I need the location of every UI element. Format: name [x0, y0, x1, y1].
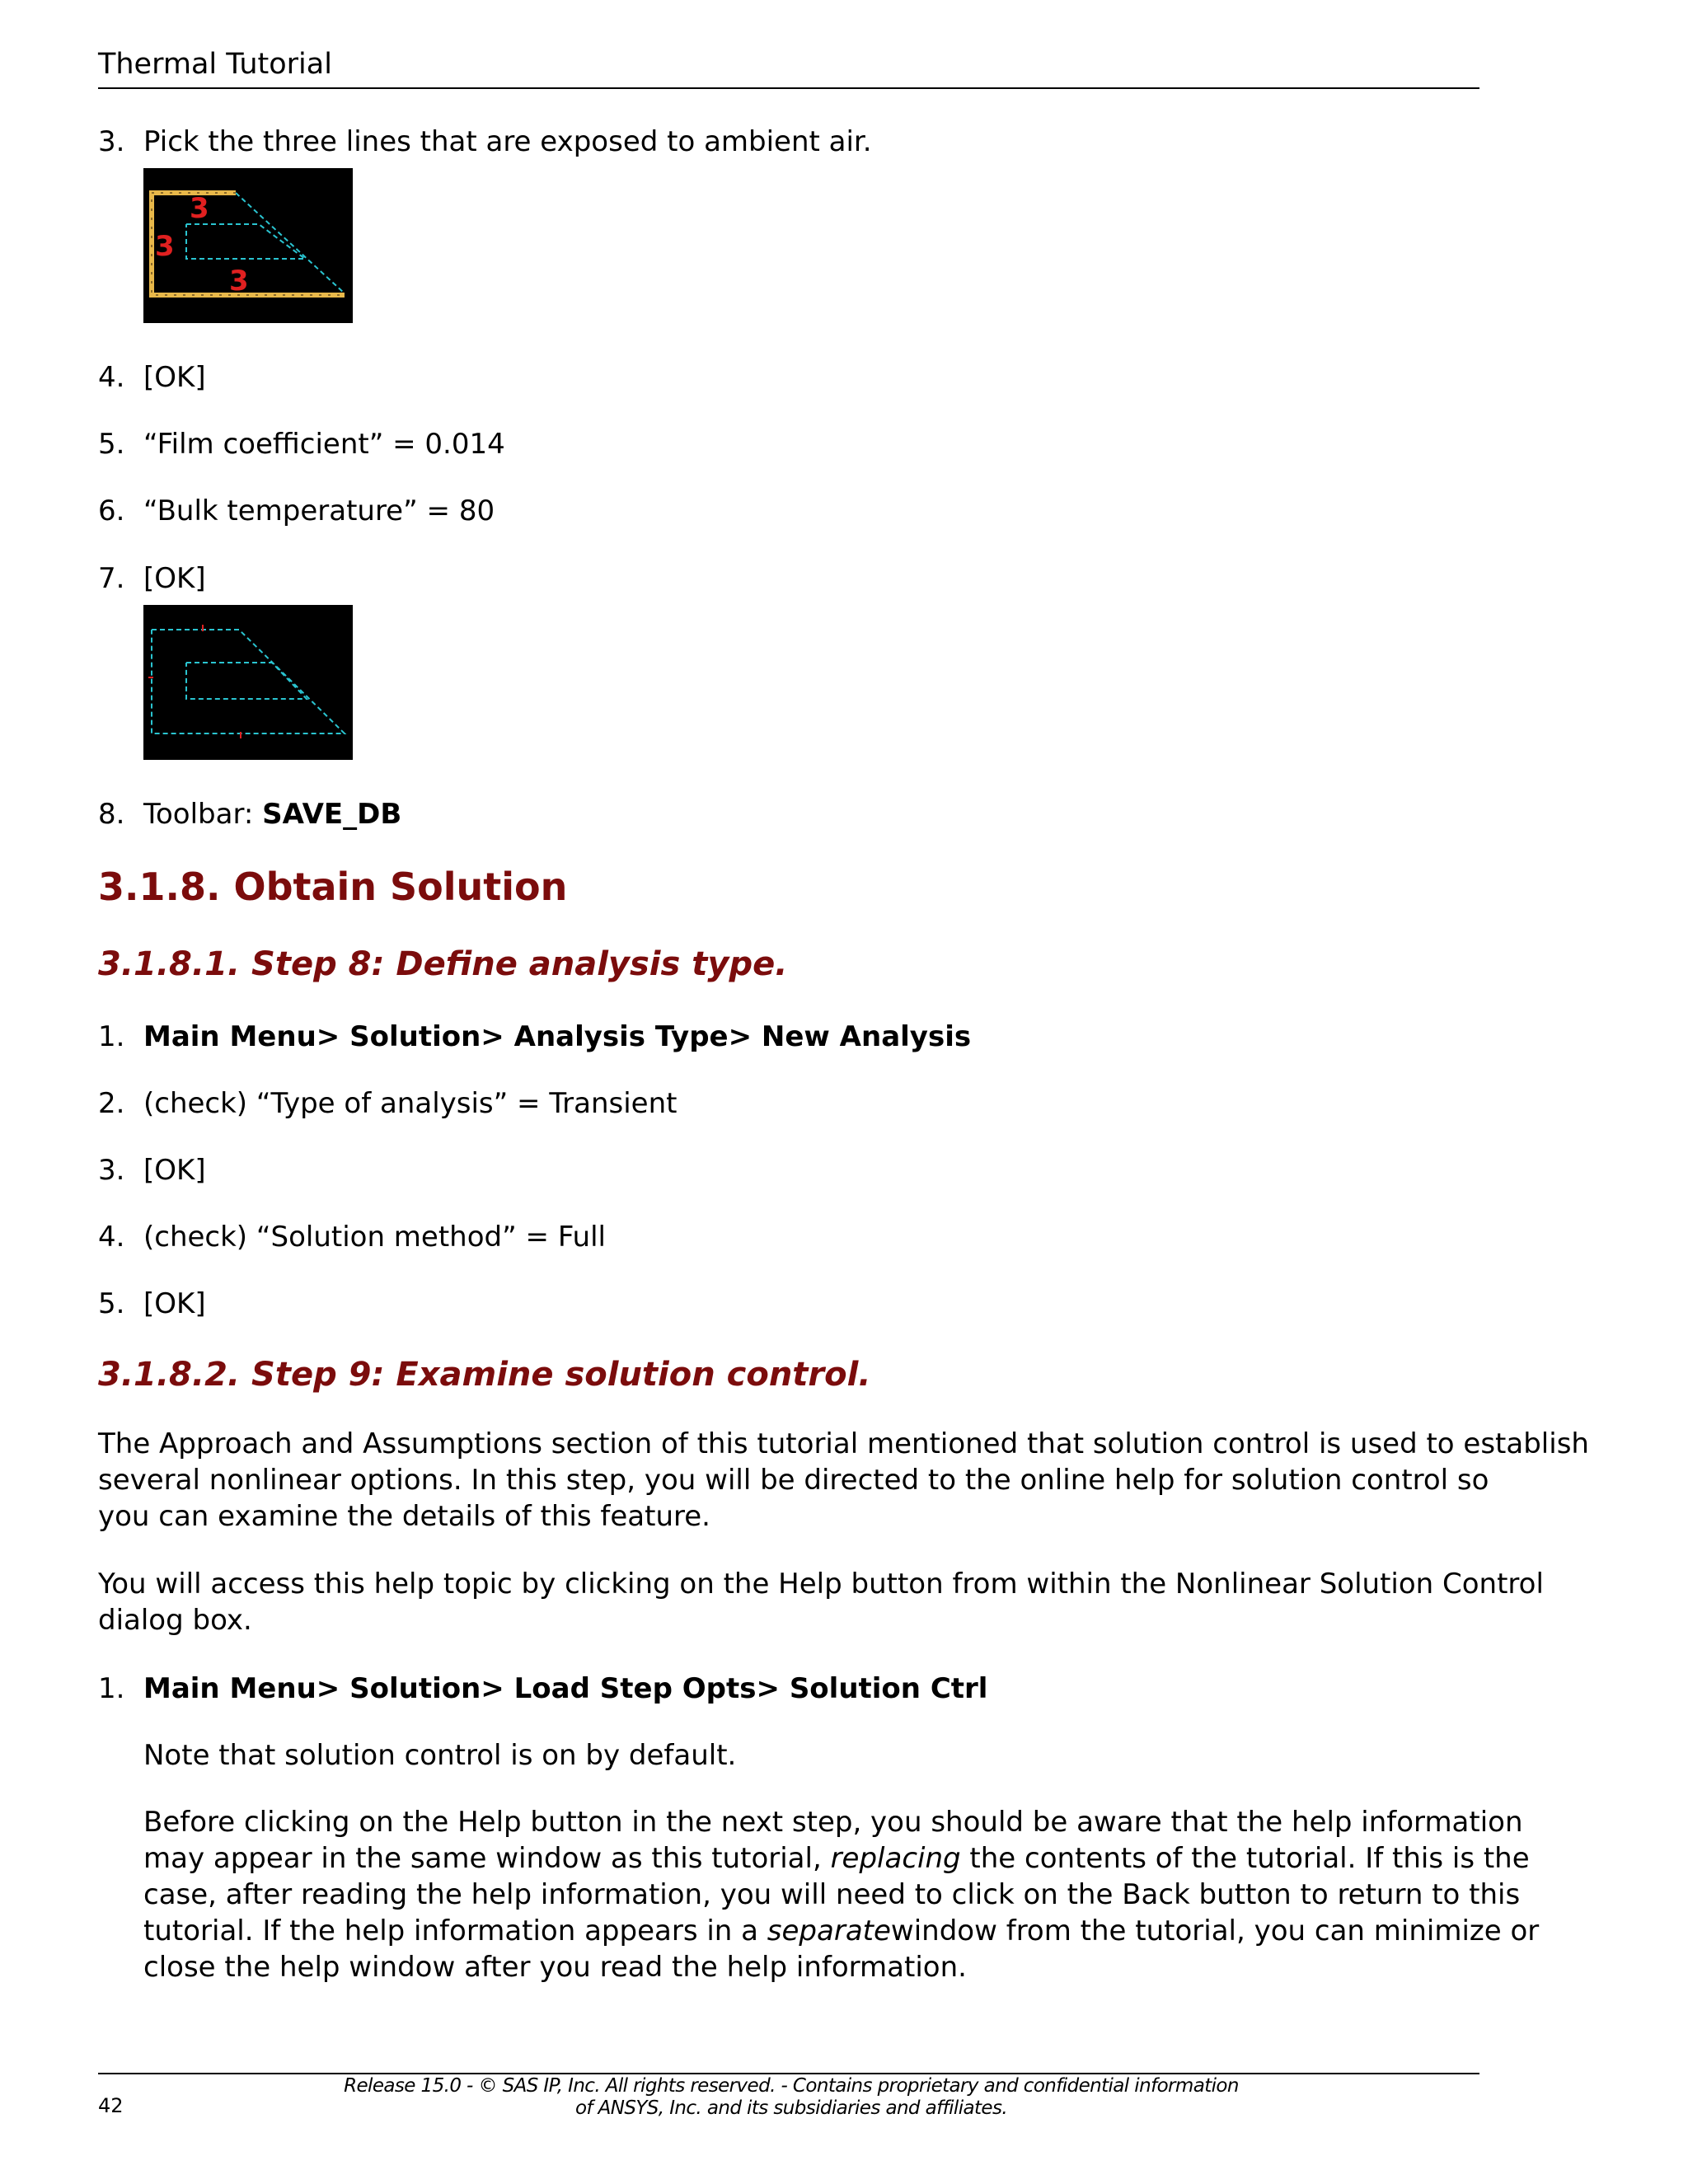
step-c-1 — [98, 1671, 987, 1707]
line-label: 3 — [155, 230, 175, 263]
menu-path-part: Solution — [349, 1020, 481, 1053]
running-header: Thermal Tutorial — [98, 48, 332, 81]
menu-path-part: Load Step Opts — [513, 1672, 757, 1705]
paragraph-before-clicking — [143, 1804, 1540, 1985]
menu-path-sep: > — [481, 1672, 514, 1705]
step-b-5 — [98, 1286, 206, 1322]
section-heading: 3.1.8. Obtain Solution — [98, 865, 568, 909]
step-number: 1. — [98, 1672, 125, 1705]
menu-path-sep: > — [316, 1020, 350, 1053]
step-number: 2. — [98, 1087, 125, 1120]
paragraph-line: you can examine the details of this feature. — [98, 1500, 710, 1533]
menu-path-part: Main Menu — [143, 1672, 316, 1705]
footer-rule — [98, 2073, 1479, 2074]
step-3 — [98, 124, 872, 160]
step-6 — [98, 493, 495, 529]
text-run: the contents of the tutorial. If this is the — [960, 1842, 1530, 1875]
step-text: (check) “Type of analysis” = Transient — [143, 1087, 678, 1120]
step-number: 6. — [98, 494, 125, 527]
paragraph-line: case, after reading the help information, you will need to click on the Back button to return to this — [143, 1878, 1521, 1911]
step-number: 3. — [98, 125, 125, 158]
menu-path-sep: > — [316, 1672, 350, 1705]
page-number: 42 — [98, 2094, 124, 2117]
step-number: 5. — [98, 428, 125, 461]
step-b-2 — [98, 1085, 677, 1122]
step-b-1 — [98, 1019, 971, 1055]
menu-path-sep: > — [481, 1020, 514, 1053]
step-text: [OK] — [143, 1154, 206, 1187]
line-label: 3 — [190, 192, 209, 225]
step-number: 3. — [98, 1154, 125, 1187]
emphasis-replacing: replacing — [830, 1842, 961, 1875]
step-text: [OK] — [143, 361, 206, 394]
step-text: Pick the three lines that are exposed to ambient air. — [143, 125, 872, 158]
menu-path-part: Main Menu — [143, 1020, 316, 1053]
step-number: 1. — [98, 1020, 125, 1053]
menu-path-part: New Analysis — [761, 1020, 972, 1053]
menu-path-sep: > — [728, 1020, 762, 1053]
step-4 — [98, 359, 206, 396]
figure-convection-applied — [143, 605, 353, 760]
step-number: 8. — [98, 798, 125, 831]
paragraph-line: Before clicking on the Help button in the next step, you should be aware that the help information — [143, 1806, 1523, 1839]
step-text: “Film coefficient” = 0.014 — [143, 428, 505, 461]
step-8 — [98, 796, 401, 832]
step-text: (check) “Solution method” = Full — [143, 1221, 606, 1254]
emphasis-separate: separate — [767, 1915, 891, 1947]
figure-pick-lines — [143, 168, 353, 323]
step-text: [OK] — [143, 562, 206, 595]
footer-line: of ANSYS, Inc. and its subsidiaries and affiliates. — [574, 2097, 1008, 2119]
step-prefix: Toolbar: — [143, 798, 263, 831]
text-run: may appear in the same window as this tutorial, — [143, 1842, 831, 1875]
step-number: 5. — [98, 1287, 125, 1320]
paragraph-help-topic — [98, 1566, 1544, 1638]
footer-line: Release 15.0 - © SAS IP, Inc. All rights reserved. - Contains proprietary and confidential information — [344, 2075, 1239, 2097]
subsection-heading-step-8: 3.1.8.1. Step 8: Define analysis type. — [98, 945, 788, 983]
paragraph-line: close the help window after you read the help information. — [143, 1951, 967, 1984]
menu-path-part: Solution Ctrl — [789, 1672, 988, 1705]
text-run: window from the tutorial, you can minimize or — [890, 1915, 1540, 1947]
line-label: 3 — [229, 265, 249, 298]
paragraph-line: dialog box. — [98, 1604, 252, 1637]
step-number: 4. — [98, 1221, 125, 1254]
step-7 — [98, 560, 206, 597]
step-text: [OK] — [143, 1287, 206, 1320]
step-number: 7. — [98, 562, 125, 595]
toolbar-command: SAVE_DB — [262, 798, 402, 831]
step-b-3 — [98, 1152, 206, 1188]
paragraph-line: Note that solution control is on by default. — [143, 1739, 737, 1772]
menu-path-sep: > — [756, 1672, 790, 1705]
menu-path-part: Solution — [349, 1672, 481, 1705]
step-b-4 — [98, 1219, 606, 1255]
step-number: 4. — [98, 361, 125, 394]
paragraph-line: several nonlinear options. In this step, you will be directed to the online help for solution control so — [98, 1464, 1489, 1497]
step-text: “Bulk temperature” = 80 — [143, 494, 495, 527]
paragraph-approach — [98, 1426, 1589, 1535]
paragraph-line — [143, 1913, 1540, 1949]
header-rule — [98, 87, 1479, 89]
paragraph-line: You will access this help topic by clicking on the Help button from within the Nonlinear Solution Control — [98, 1568, 1544, 1601]
step-5 — [98, 426, 505, 462]
subsection-heading-step-9: 3.1.8.2. Step 9: Examine solution control. — [98, 1356, 871, 1394]
footer-copyright — [214, 2075, 1368, 2120]
paragraph-line — [143, 1840, 1530, 1877]
note-solution-control — [143, 1737, 1495, 1774]
menu-path-part: Analysis Type — [513, 1020, 729, 1053]
paragraph-line: The Approach and Assumptions section of this tutorial mentioned that solution control is used to establish — [98, 1427, 1589, 1460]
text-run: tutorial. If the help information appears in a — [143, 1915, 767, 1947]
